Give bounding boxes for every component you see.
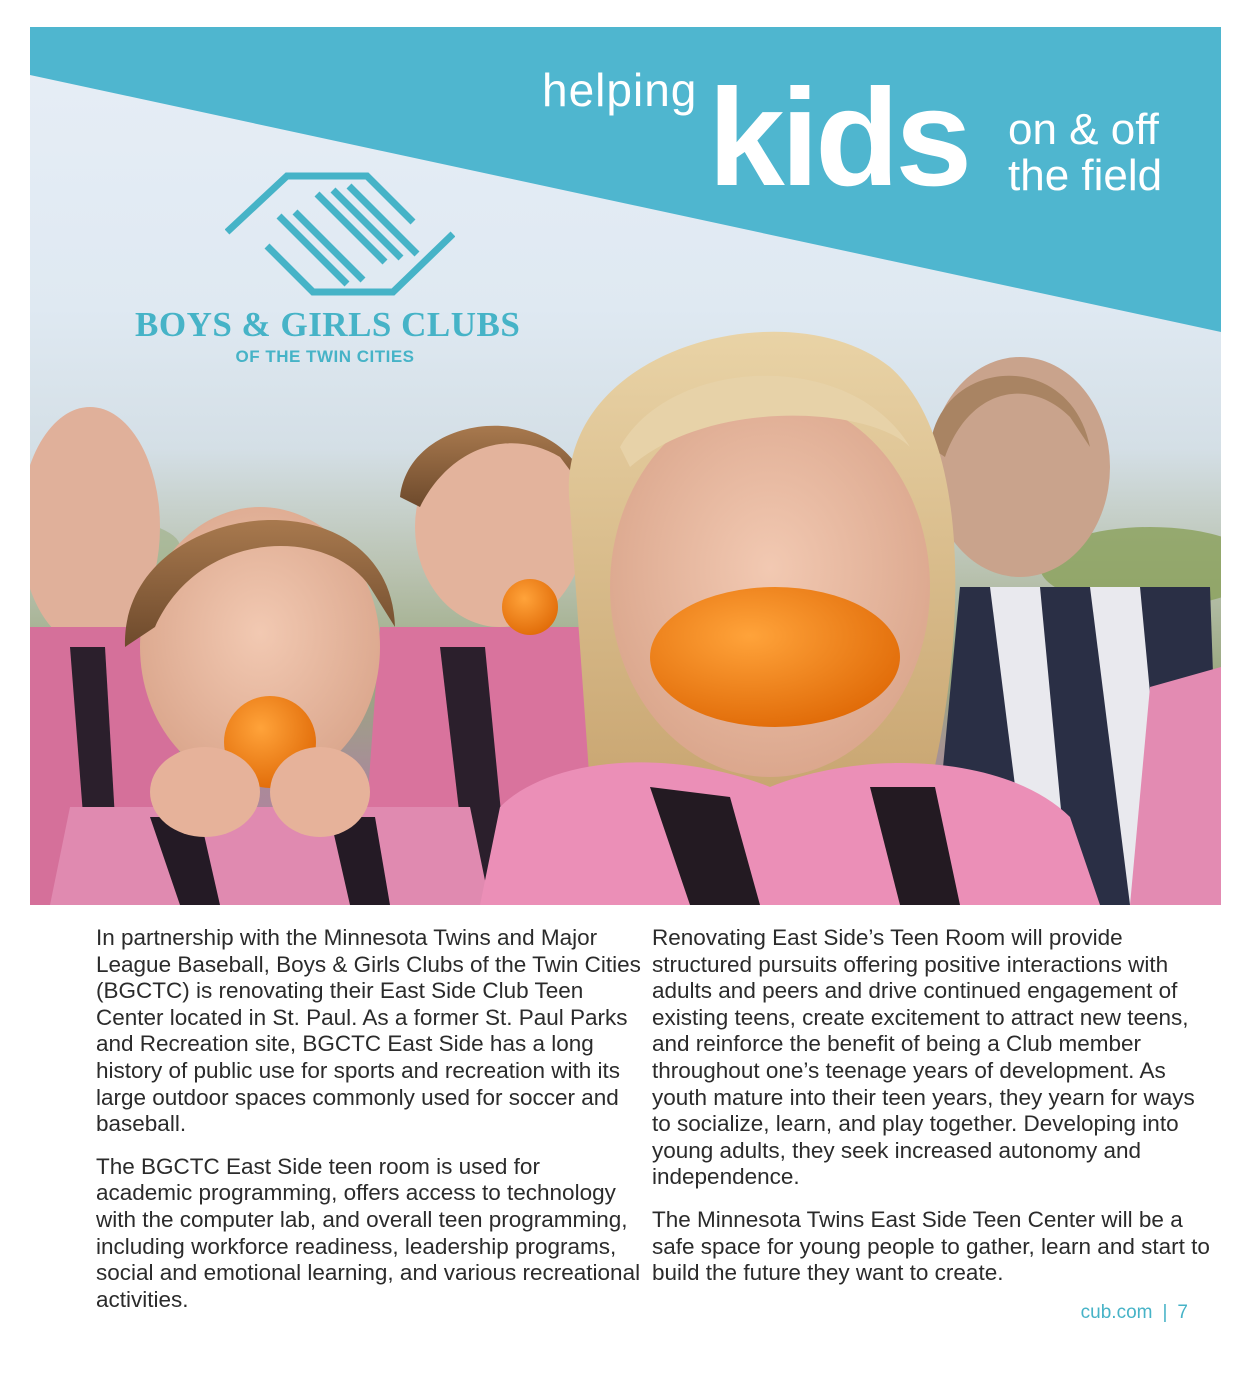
headline-kids: kids <box>708 61 969 215</box>
bgctc-logo <box>135 172 545 367</box>
body-paragraph: The Minnesota Twins East Side Teen Center will be a safe space for young people to gather, learn and start to build the future they want to create. <box>652 1206 1210 1286</box>
footer-site-link[interactable]: cub.com <box>1080 1302 1153 1323</box>
footer-separator: | <box>1162 1302 1168 1323</box>
logo-subtitle: OF THE TWIN CITIES <box>235 347 415 366</box>
body-right-column <box>652 925 1212 1303</box>
headline-on-off: on & off <box>1008 105 1159 154</box>
logo-title: BOYS & GIRLS CLUBS <box>135 305 521 344</box>
body-paragraph: The BGCTC East Side teen room is used for academic programming, offers access to technology with the computer lab, and overall teen programming, including workforce readiness, leadership programs, social and emotional learning, and various recreational activities. <box>96 1153 641 1312</box>
body-paragraph: In partnership with the Minnesota Twins and Major League Baseball, Boys & Girls Clubs of the Twin Cities (BGCTC) is renovating their East Side Club Teen Center located in St. Paul. As a former St. Paul Parks and Recreation site, BGCTC East Side has a long history of public use for sports and recreation with its large outdoor spaces commonly used for soccer and baseball. <box>96 925 641 1137</box>
headline-the-field: the field <box>1008 151 1163 201</box>
page-footer <box>1081 1302 1188 1324</box>
page-number: 7 <box>1177 1302 1188 1323</box>
body-paragraph: Renovating East Side’s Teen Room will provide structured pursuits offering positive interactions with adults and peers and drive continued engagement of existing teens, create excitement to attract new teens, and reinforce the benefit of being a Club member throughout one’s teenage years of development. As youth mature into their teen years, they yearn for ways to socialize, learn, and play together. Developing into young adults, they seek increased autonomy and independence. <box>652 925 1195 1190</box>
headline-helping: helping <box>542 64 698 116</box>
headline-on-off-the-field <box>1008 107 1208 199</box>
hero-photo <box>30 27 1221 905</box>
body-left-column <box>96 925 641 1329</box>
clasped-hands-icon <box>225 172 455 297</box>
